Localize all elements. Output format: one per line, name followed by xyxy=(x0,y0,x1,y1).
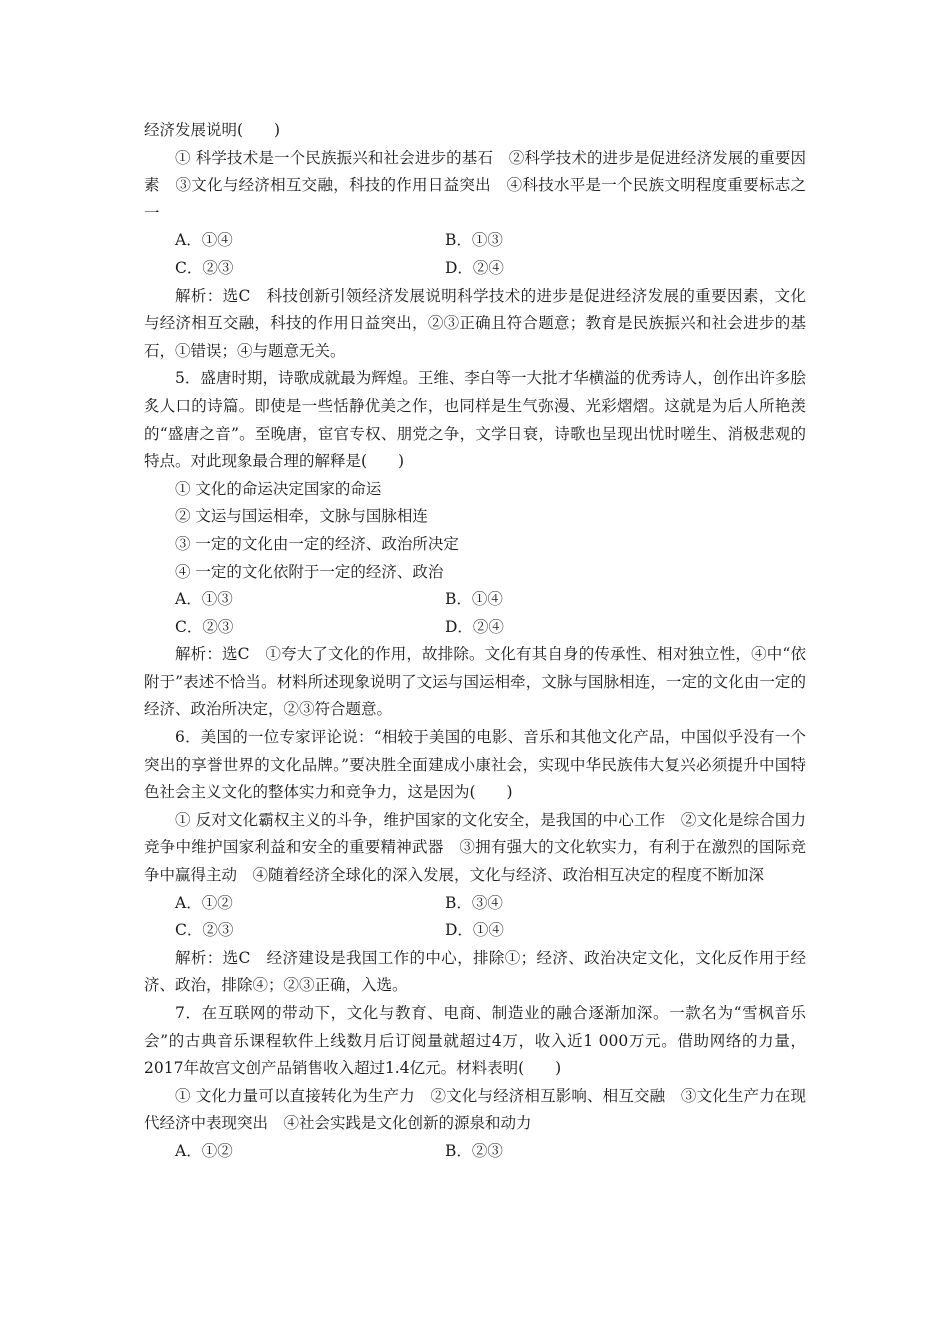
question-6-options-row-1 xyxy=(144,890,806,918)
question-6-options-row-2 xyxy=(144,917,806,945)
question-4-options-row-1 xyxy=(144,227,806,255)
question-5-statement-1: ① 文化的命运决定国家的命运 xyxy=(175,479,382,498)
option-d: D．②④ xyxy=(445,258,504,277)
option-a: A．①② xyxy=(175,1141,233,1160)
option-d: D．①④ xyxy=(445,921,504,940)
question-7-statements: ① 文化力量可以直接转化为生产力 ②文化与经济相互影响、相互交融 ③文化生产力在现代经济中表现突出 ④社会实践是文化创新的源泉和动力 xyxy=(144,1086,806,1133)
question-4-statements: ① 科学技术是一个民族振兴和社会进步的基石 ②科学技术的进步是促进经济发展的重要因素 ③文化与经济相互交融，科技的作用日益突出 ④科技水平是一个民族文明程度重要标志之一 xyxy=(144,148,806,222)
option-c: C．②③ xyxy=(175,617,234,636)
document-content xyxy=(144,117,806,1166)
question-6-statements: ① 反对文化霸权主义的斗争，维护国家的文化安全，是我国的中心工作 ②文化是综合国力竞争中维护国家利益和安全的重要精神武器 ③拥有强大的文化软实力，有利于在激烈的国际竞争中赢得主动 ④随着经济全球化的深入发展，文化与经济、政治相互决定的程度不断加深 xyxy=(144,810,806,885)
option-b: B．①③ xyxy=(445,231,503,250)
question-4-stem-tail: 经济发展说明( ) xyxy=(144,121,281,139)
question-5-stem: 5．盛唐时期，诗歌成就最为辉煌。王维、李白等一大批才华横溢的优秀诗人，创作出许多脍炙人口的诗篇。即使是一些恬静优美之作，也同样是生气弥漫、光彩熠熠。这就是为后人所艳羡的“盛唐之音”。至晚唐，宦官专权、朋党之争，文学日衰，诗歌也呈现出忧时嗟生、消极悲观的特点。对此现象最合理的解释是( ) xyxy=(144,369,806,471)
option-a: A．①④ xyxy=(175,231,233,250)
question-7-options-row-1 xyxy=(144,1138,806,1166)
question-5-options-row-1 xyxy=(144,586,806,614)
question-4-options-row-2 xyxy=(144,255,806,283)
question-6-stem: 6．美国的一位专家评论说：“相较于美国的电影、音乐和其他文化产品，中国似乎没有一个突出的享誉世界的文化品牌。”要决胜全面建成小康社会，实现中华民族伟大复兴必须提升中国特色社会主义文化的整体实力和竞争力，这是因为( ) xyxy=(144,728,806,802)
option-a: A．①③ xyxy=(175,590,233,609)
question-6-analysis: 解析：选C 经济建设是我国工作的中心，排除①；经济、政治决定文化，文化反作用于经济、政治，排除④；②③正确，入选。 xyxy=(144,948,806,995)
question-4-analysis: 解析：选C 科技创新引领经济发展说明科学技术的进步是促进经济发展的重要因素，文化与经济相互交融，科技的作用日益突出，②③正确且符合题意；教育是民族振兴和社会进步的基石，①错误；④与题意无关。 xyxy=(144,286,806,360)
question-7-stem: 7．在互联网的带动下，文化与教育、电商、制造业的融合逐渐加深。一款名为“雪枫音乐会”的古典音乐课程软件上线数月后订阅量就超过4万，收入近1 000万元。借助网络的力量，2017年故宫文创产品销售收入超过1.4亿元。材料表明( ) xyxy=(144,1004,806,1078)
option-c: C．②③ xyxy=(175,258,234,277)
option-d: D．②④ xyxy=(445,617,504,636)
option-b: B．③④ xyxy=(445,893,503,912)
question-5-statement-2: ② 文运与国运相牵，文脉与国脉相连 xyxy=(175,507,428,526)
question-5-statement-4: ④ 一定的文化依附于一定的经济、政治 xyxy=(175,562,444,581)
question-5-options-row-2 xyxy=(144,614,806,642)
option-b: B．②③ xyxy=(445,1141,503,1160)
question-5-statement-3: ③ 一定的文化由一定的经济、政治所决定 xyxy=(175,534,459,553)
option-c: C．②③ xyxy=(175,921,234,940)
option-b: B．①④ xyxy=(445,590,503,609)
question-5-analysis: 解析：选C ①夸大了文化的作用，故排除。文化有其自身的传承性、相对独立性，④中“依附于”表述不恰当。材料所述现象说明了文运与国运相牵，文脉与国脉相连，一定的文化由一定的经济、政治所决定，②③符合题意。 xyxy=(144,645,806,719)
option-a: A．①② xyxy=(175,893,233,912)
